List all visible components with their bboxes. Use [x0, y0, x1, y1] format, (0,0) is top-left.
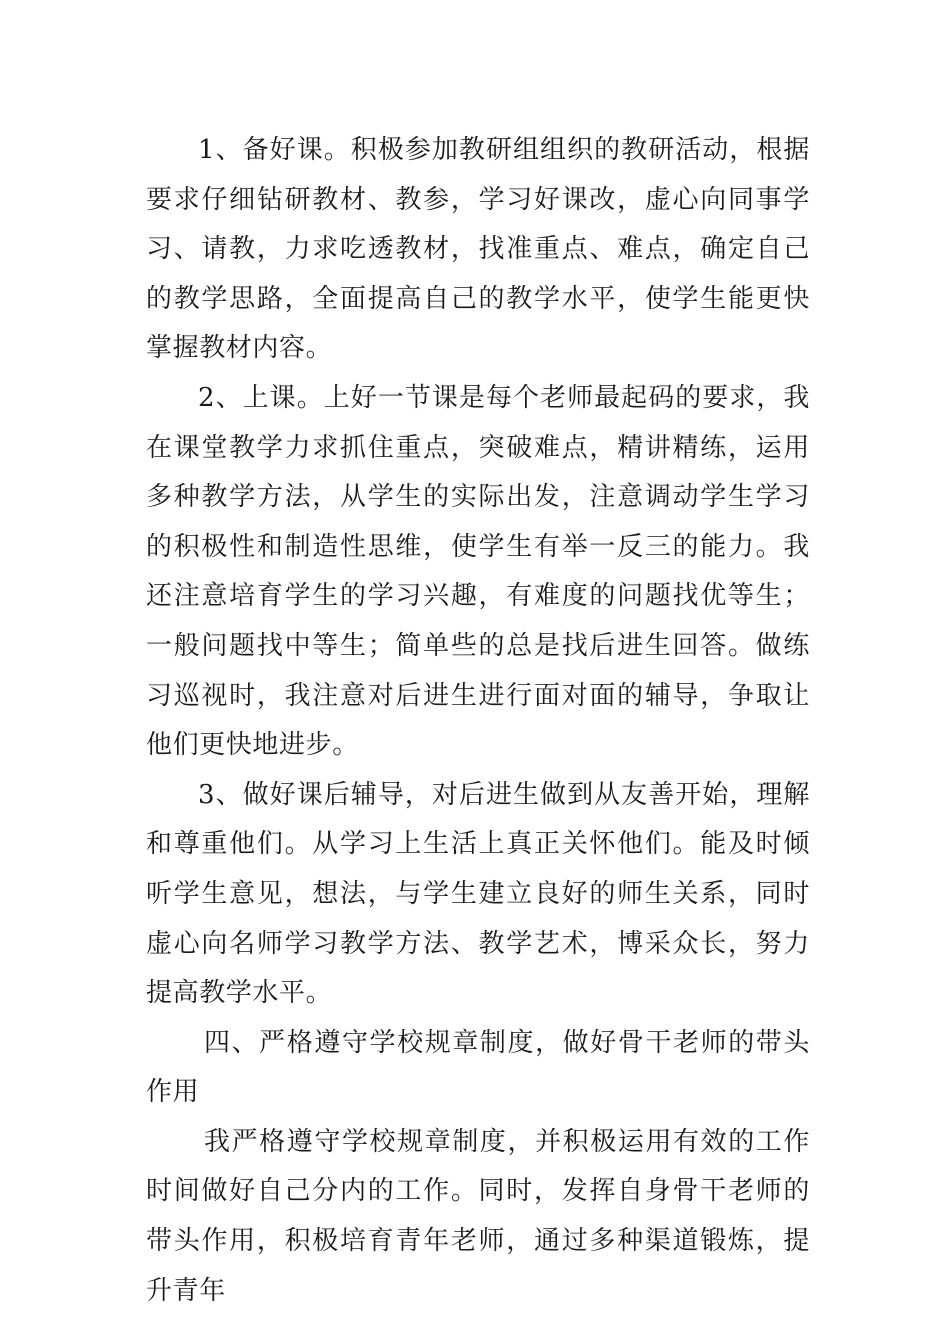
- paragraph-classroom-teaching: 2、上课。上好一节课是每个老师最起码的要求，我在课堂教学力求抓住重点，突破难点，精讲精练，运用多种教学方法，从学生的实际出发，注意调动学生学习的积极性和制造性思维，使学生有举一反三的能力。我还注意培育学生的学习兴趣，有难度的问题找优等生；一般问题找中等生；简单些的总是找后进生回答。做练习巡视时，我注意对后进生进行面对面的辅导，争取让他们更快地进步。: [146, 382, 810, 761]
- paragraph-after-class-tutoring: 3、做好课后辅导，对后进生做到从友善开始，理解和尊重他们。从学习上生活上真正关怀他们。能及时倾听学生意见，想法，与学生建立良好的师生关系，同时虚心向名师学习教学方法、教学艺术，博采众长，努力提高教学水平。: [146, 779, 810, 1009]
- paragraph-rules-compliance: 我严格遵守学校规章制度，并积极运用有效的工作时间做好自己分内的工作。同时，发挥自身骨干老师的带头作用，积极培育青年老师，通过多种渠道锻炼，提升青年: [146, 1126, 810, 1306]
- document-body: [146, 126, 810, 1316]
- paragraph-lesson-preparation: 1、备好课。积极参加教研组组织的教研活动，根据要求仔细钻研教材、教参，学习好课改，虚心向同事学习、请教，力求吃透教材，找准重点、难点，确定自己的教学思路，全面提高自己的教学水平，使学生能更快掌握教材内容。: [146, 135, 810, 364]
- section-heading-rules: 四、严格遵守学校规章制度，做好骨干老师的带头作用: [146, 1027, 810, 1108]
